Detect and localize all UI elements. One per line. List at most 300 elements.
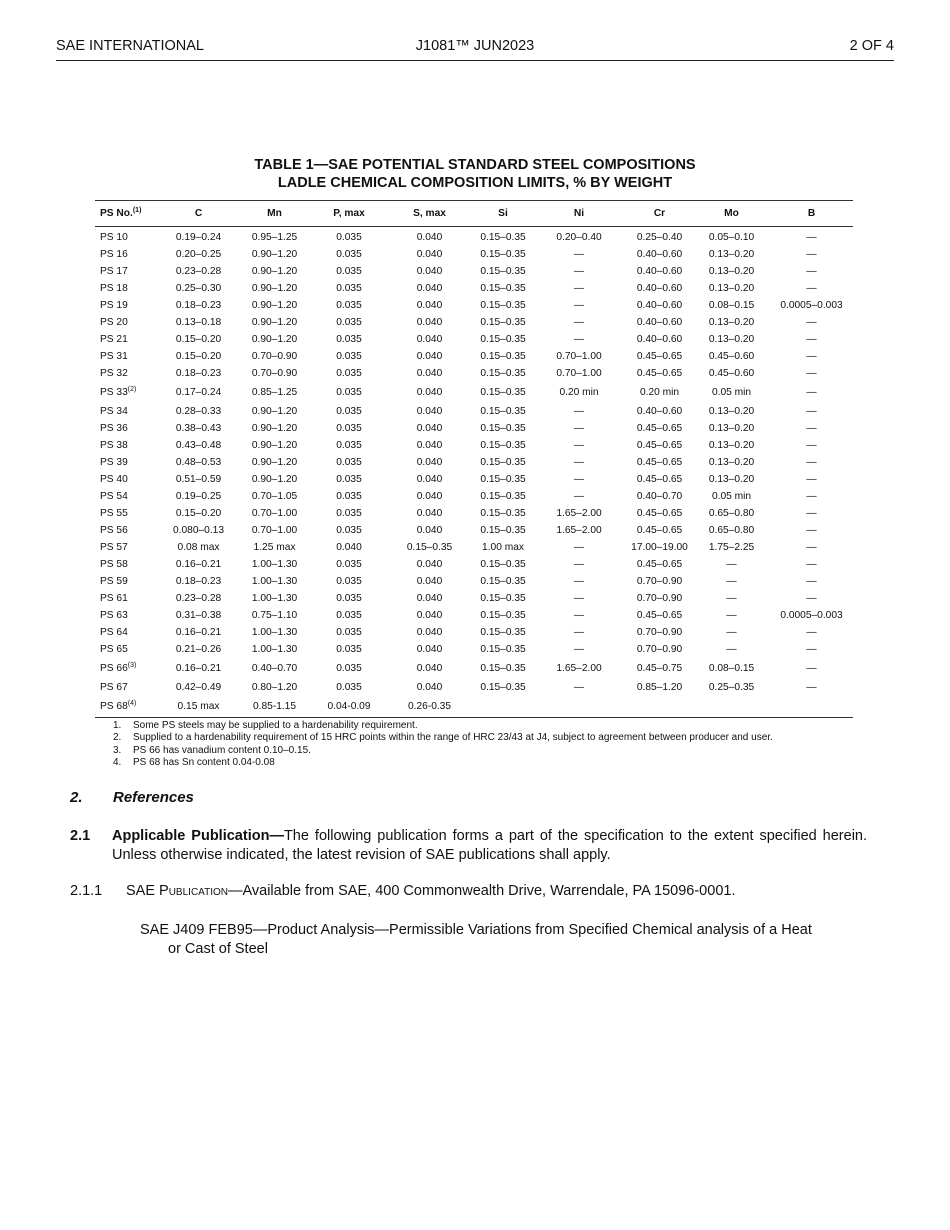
table-cell: 0.035 [336,682,362,693]
table-cell: 0.70–0.90 [636,593,683,604]
table-cell: — [726,627,737,638]
table-cell: 0.40–0.70 [636,491,683,502]
section-text: The following publication forms a part of the specification to the extent specified herein. Unless otherwise indicated, the latest revision of SAE publications shall apply. [112,828,868,863]
table-cell: 0.15–0.35 [480,457,526,468]
table-cell: — [726,644,737,655]
table-cell: 0.040 [416,232,443,243]
header-document-id: J1081™ JUN2023 [415,38,535,54]
table-cell: 0.45–0.65 [636,610,683,621]
table-cell: 0.035 [336,610,362,621]
table-cell: 1.00–1.30 [251,559,298,570]
table-cell: 0.15–0.35 [480,300,526,311]
table-cell: — [573,457,585,468]
table-title-line2: LADLE CHEMICAL COMPOSITION LIMITS, % BY WEIGHT [277,175,673,191]
table-cell: 0.05 min [711,491,752,502]
table-cell: 0.040 [416,525,443,536]
table-cell: 0.70–0.90 [636,576,683,587]
table-cell: 0.035 [336,283,362,294]
footnote-number: 4. [113,756,122,768]
table-cell: 0.15–0.20 [175,351,222,362]
table-cell: — [573,474,585,485]
table-row [95,679,853,696]
table-cell: 0.035 [336,368,362,379]
footnote [113,720,773,732]
table-cell: 1.25 max [253,542,296,553]
footnote-text: Supplied to a hardenability requirement of 15 HRC points within the range of HRC 23/43 at J4, subject to agreement between producer and user. [133,732,773,744]
table-title [0,156,950,192]
table-row [95,280,853,297]
table-cell: 1.00 max [482,542,524,553]
table-cell: — [573,440,585,451]
table-row [95,297,853,314]
table-cell [770,696,853,718]
table-cell: 0.035 [336,266,362,277]
page-header [56,38,894,61]
reference-entry [140,921,867,959]
table-row [95,658,853,679]
table-cell: 0.18–0.23 [175,368,222,379]
table-cell: 0.70–0.90 [251,368,298,379]
table-cell: 0.40–0.60 [636,334,683,345]
ps-number-cell: PS 18 [100,283,128,294]
table-row [95,471,853,488]
table-cell: 0.40–0.60 [636,317,683,328]
section-number: 2. [70,789,83,806]
footnote-number: 1. [113,720,122,731]
footnote-number: 2. [113,732,122,744]
table-cell: 0.035 [336,406,362,417]
table-cell: 0.040 [416,249,443,260]
table-cell: — [573,317,585,328]
table-cell: 0.15–0.35 [480,559,526,570]
table-cell: 0.70–1.05 [251,491,298,502]
table-cell: 0.035 [336,576,362,587]
table-cell: 0.15–0.35 [480,644,526,655]
table-row [95,348,853,365]
table-cell: 0.48–0.53 [175,457,222,468]
header-organization: SAE INTERNATIONAL [56,38,204,54]
section-number: 2.1 [70,828,91,844]
table-cell: 0.70–1.00 [251,508,298,519]
table-cell: 0.040 [416,663,443,674]
table-cell: 0.035 [336,423,362,434]
table-cell: 0.040 [336,542,362,553]
table-cell: 0.040 [416,317,443,328]
table-cell: 0.040 [416,387,443,398]
ps-number-cell: PS 38 [100,440,128,451]
table-cell: 0.45–0.65 [636,440,683,451]
table-row [95,696,853,718]
table-cell: 0.13–0.18 [175,317,222,328]
table-cell: 0.25–0.35 [708,682,755,693]
table-cell: 0.13–0.20 [708,283,755,294]
table-cell: 0.90–1.20 [251,249,298,260]
table-cell: 0.25–0.40 [636,232,683,243]
table-cell: 0.15–0.35 [480,334,526,345]
table-cell: 0.040 [416,627,443,638]
table-cell: 0.90–1.20 [251,300,298,311]
table-cell: 0.45–0.65 [636,525,683,536]
table-cell: 0.040 [416,559,443,570]
table-cell: 0.45–0.75 [636,663,683,674]
section-lead: Applicable Publication— [112,828,284,844]
table-cell: — [806,576,817,587]
table-cell: 0.42–0.49 [175,682,222,693]
table-cell: 0.15–0.35 [480,576,526,587]
table-body [95,227,853,718]
ps-number-cell: PS 63 [100,610,128,621]
table-cell: 0.15–0.35 [480,663,526,674]
table-cell: 0.20–0.40 [556,232,602,243]
table-cell: 0.51–0.59 [175,474,222,485]
column-header: Mn [236,201,313,227]
table-cell: 0.95–1.25 [251,232,298,243]
table-cell: 0.035 [336,491,362,502]
composition-table [95,200,853,718]
table-cell: 0.13–0.20 [708,334,755,345]
table-cell: 0.40–0.60 [636,283,683,294]
table-cell: 0.13–0.20 [708,249,755,260]
table-cell: — [573,423,585,434]
footnote [113,732,773,744]
table-footnotes [113,720,773,769]
table-cell: 0.45–0.65 [636,351,683,362]
table-cell: 0.15–0.35 [480,593,526,604]
ps-number-cell: PS 61 [100,593,128,604]
table-cell: 0.16–0.21 [175,663,222,674]
table-cell: — [726,610,737,621]
table-row [95,365,853,382]
ps-number-cell: PS 32 [100,368,128,379]
table-cell: 0.40–0.70 [251,663,298,674]
table-cell: — [806,283,817,294]
table-cell: 0.15–0.20 [175,334,222,345]
table-cell: 0.20 min [559,387,599,398]
table-cell: 0.18–0.23 [175,576,222,587]
table-cell: 0.040 [416,440,443,451]
table-cell: 0.90–1.20 [251,474,298,485]
table-cell: — [806,440,817,451]
table-cell: — [806,249,817,260]
ps-number-cell: PS 40 [100,474,128,485]
table-cell: 0.040 [416,300,443,311]
table-cell: — [806,593,817,604]
table-cell: — [806,627,817,638]
table-cell: 0.15–0.35 [480,508,526,519]
table-row [95,454,853,471]
column-header-ps: PS No.$^{(1)}$ [95,201,161,227]
table-cell: 0.035 [336,249,362,260]
table-cell: — [726,593,737,604]
table-cell: 0.040 [416,368,443,379]
table-cell: 0.26-0.35 [385,696,474,718]
table-cell: — [726,559,737,570]
table-cell: 0.13–0.20 [708,317,755,328]
table-cell: 0.040 [416,334,443,345]
ps-number-cell: PS 65 [100,644,128,655]
table-cell: — [806,525,817,536]
table-cell: 0.040 [416,406,443,417]
footnote-text: Some PS steels may be supplied to a hardenability requirement. [133,720,418,731]
table-cell: 0.16–0.21 [175,559,222,570]
table-cell: 0.28–0.33 [175,406,222,417]
table-cell: 0.90–1.20 [251,457,298,468]
table-cell: — [573,559,585,570]
table-cell: 0.45–0.65 [636,508,683,519]
ps-number-cell: PS 10 [100,232,128,243]
table-cell: 0.65–0.80 [708,525,755,536]
table-cell: 0.08–0.15 [708,663,755,674]
table-cell: 0.035 [336,232,362,243]
reference-line-2: or Cast of Steel [168,941,268,957]
table-cell: 0.0005–0.003 [780,610,843,621]
ps-number-cell: PS 21 [100,334,128,345]
column-header: Ni [532,201,626,227]
ps-number-cell: PS 20 [100,317,128,328]
table-cell: 0.08–0.15 [708,300,755,311]
table-cell: 0.90–1.20 [251,440,298,451]
table-cell: 0.90–1.20 [251,423,298,434]
footnote-text: PS 68 has Sn content 0.04-0.08 [133,756,275,768]
table-row [95,607,853,624]
table-cell: 0.20–0.25 [175,249,222,260]
table-cell: 0.035 [336,474,362,485]
table-cell: 1.00–1.30 [251,593,298,604]
table-cell: 0.040 [416,682,443,693]
table-cell: — [573,610,585,621]
table-cell: — [573,334,585,345]
ps-number-cell: PS 56 [100,525,128,536]
table-cell: — [573,576,585,587]
table-cell: 0.15–0.35 [480,249,526,260]
table-cell [693,696,770,718]
ps-number-cell: PS 55 [100,508,128,519]
table-cell: 0.15–0.35 [480,266,526,277]
section-2-1-paragraph [70,827,867,865]
table-cell: 0.035 [336,559,362,570]
table-row [95,505,853,522]
ps-number-cell: PS 39 [100,457,128,468]
table-cell: — [573,627,585,638]
table-cell: 0.15–0.35 [480,232,526,243]
ps-number-cell: PS 59 [100,576,128,587]
table-cell: 0.035 [336,351,362,362]
section-text: —Available from SAE, 400 Commonwealth Drive, Warrendale, PA 15096-0001. [227,883,736,899]
table-cell: — [806,559,817,570]
table-cell: — [806,387,817,398]
table-cell: 0.70–1.00 [556,368,602,379]
header-page-number: 2 OF 4 [849,38,894,54]
table-cell: 0.040 [416,491,443,502]
table-row [95,382,853,403]
table-row [95,539,853,556]
table-cell: 0.90–1.20 [251,406,298,417]
table-cell: 1.00–1.30 [251,644,298,655]
table-cell: — [806,457,817,468]
table-cell: — [806,334,817,345]
table-cell: 0.15–0.35 [480,406,526,417]
table-cell: 0.035 [336,300,362,311]
table-cell: 0.040 [416,283,443,294]
table-cell: — [573,300,585,311]
table-cell: 0.13–0.20 [708,423,755,434]
table-cell: 0.035 [336,525,362,536]
table-cell: 0.20 min [639,387,680,398]
reference-line-1: SAE J409 FEB95—Product Analysis—Permissible Variations from Specified Chemical analysis of a Heat [140,922,812,938]
ps-number-cell: PS 33$^{(2)}$ [100,386,137,398]
section-label: SAE Publication [126,883,228,899]
table-cell: 0.13–0.20 [708,406,755,417]
table-cell: 0.15–0.35 [480,387,526,398]
ps-number-cell: PS 34 [100,406,128,417]
table-cell: — [806,474,817,485]
table-cell: — [806,491,817,502]
ps-number-cell: PS 64 [100,627,128,638]
table-row [95,314,853,331]
table-cell: 0.45–0.65 [636,457,683,468]
table-cell: 0.45–0.60 [708,368,755,379]
table-cell: 0.19–0.25 [175,491,222,502]
table-cell: 0.40–0.60 [636,249,683,260]
table-cell: 0.70–0.90 [251,351,298,362]
table-cell: 0.035 [336,334,362,345]
table-cell: 0.40–0.60 [636,300,683,311]
table-cell: — [806,423,817,434]
table-cell: 0.040 [416,644,443,655]
table-cell: — [806,542,817,553]
table-cell: 1.00–1.30 [251,576,298,587]
table-cell: 0.040 [416,593,443,604]
table-cell: 0.035 [336,440,362,451]
table-cell: 0.15–0.20 [175,508,222,519]
table-cell: — [806,351,817,362]
table-cell: 0.040 [416,266,443,277]
table-cell: 0.70–1.00 [251,525,298,536]
table-row [95,590,853,607]
table-cell: 0.05–0.10 [708,232,755,243]
table-row [95,522,853,539]
table-cell: 0.70–0.90 [636,627,683,638]
section-number: 2.1.1 [70,883,103,899]
table-row [95,420,853,437]
table-cell: 0.080–0.13 [173,525,224,536]
column-header: Cr [626,201,693,227]
table-cell: 17.00–19.00 [631,542,688,553]
table-row [95,556,853,573]
footnote-text: PS 66 has vanadium content 0.10–0.15. [133,744,311,756]
table-cell: 0.85-1.15 [236,696,313,718]
table-cell: — [726,576,737,587]
table-cell: 0.13–0.20 [708,266,755,277]
table-cell: 0.45–0.65 [636,423,683,434]
table-cell: — [573,266,585,277]
table-cell: — [573,491,585,502]
table-cell: 0.15–0.35 [480,423,526,434]
table-cell: 0.035 [336,644,362,655]
table-cell: 0.15–0.35 [480,682,526,693]
table-cell: 0.21–0.26 [175,644,222,655]
table-row [95,227,853,247]
column-header: Mo [693,201,770,227]
table-cell: 0.035 [336,457,362,468]
table-cell: 0.15–0.35 [480,351,526,362]
table-cell: 0.040 [416,576,443,587]
table-cell: 0.90–1.20 [251,266,298,277]
table-cell: 0.040 [416,474,443,485]
ps-number-cell: PS 57 [100,542,128,553]
table-cell: 0.70–0.90 [636,644,683,655]
table-cell: — [573,682,585,693]
table-cell: 0.45–0.60 [708,351,755,362]
table-cell: 0.18–0.23 [175,300,222,311]
table-row [95,403,853,420]
table-cell: — [806,368,817,379]
column-header: P, max [313,201,385,227]
table-cell: 0.15–0.35 [480,610,526,621]
table-row [95,641,853,658]
section-2-1-1-paragraph [70,883,735,899]
table-header-row [95,201,853,227]
table-cell: 0.19–0.24 [175,232,222,243]
table-cell: — [573,644,585,655]
table-cell: 1.65–2.00 [556,525,602,536]
table-cell [474,696,532,718]
table-row [95,573,853,590]
table-cell: 0.40–0.60 [636,266,683,277]
table-cell: — [806,508,817,519]
column-header: S, max [385,201,474,227]
table-cell: 0.43–0.48 [175,440,222,451]
footnote [113,757,773,769]
table-cell: 0.15–0.35 [406,542,453,553]
table-cell: 0.15–0.35 [480,283,526,294]
table-row [95,246,853,263]
table-title-line1: TABLE 1—SAE POTENTIAL STANDARD STEEL COMPOSITIONS [254,157,696,173]
footnote [113,745,773,757]
table-cell: 0.035 [336,387,362,398]
table-cell: — [806,266,817,277]
table-cell: 0.25–0.30 [175,283,222,294]
table-cell: 0.17–0.24 [175,387,222,398]
ps-number-cell: PS 58 [100,559,128,570]
table-cell: 0.15–0.35 [480,491,526,502]
table-cell: 0.13–0.20 [708,474,755,485]
table-cell: 0.13–0.20 [708,457,755,468]
table-row [95,331,853,348]
table-row [95,488,853,505]
table-cell: 0.15–0.35 [480,525,526,536]
table-cell: 0.035 [336,508,362,519]
ps-number-cell: PS 54 [100,491,128,502]
table-cell: 0.040 [416,610,443,621]
table-cell: 0.040 [416,423,443,434]
table-cell: 0.15–0.35 [480,440,526,451]
table-cell: 0.035 [336,663,362,674]
table-cell: 0.40–0.60 [636,406,683,417]
table-cell: 0.08 max [177,542,220,553]
table-row [95,624,853,641]
table-cell: — [573,542,585,553]
table-cell: 0.90–1.20 [251,283,298,294]
table-cell: 0.04-0.09 [313,696,385,718]
table-row [95,437,853,454]
ps-number-cell: PS 31 [100,351,128,362]
table-cell: 0.85–1.25 [251,387,298,398]
column-header: Si [474,201,532,227]
table-cell: 0.15–0.35 [480,317,526,328]
table-cell: 0.035 [336,627,362,638]
table-cell: 0.13–0.20 [708,440,755,451]
